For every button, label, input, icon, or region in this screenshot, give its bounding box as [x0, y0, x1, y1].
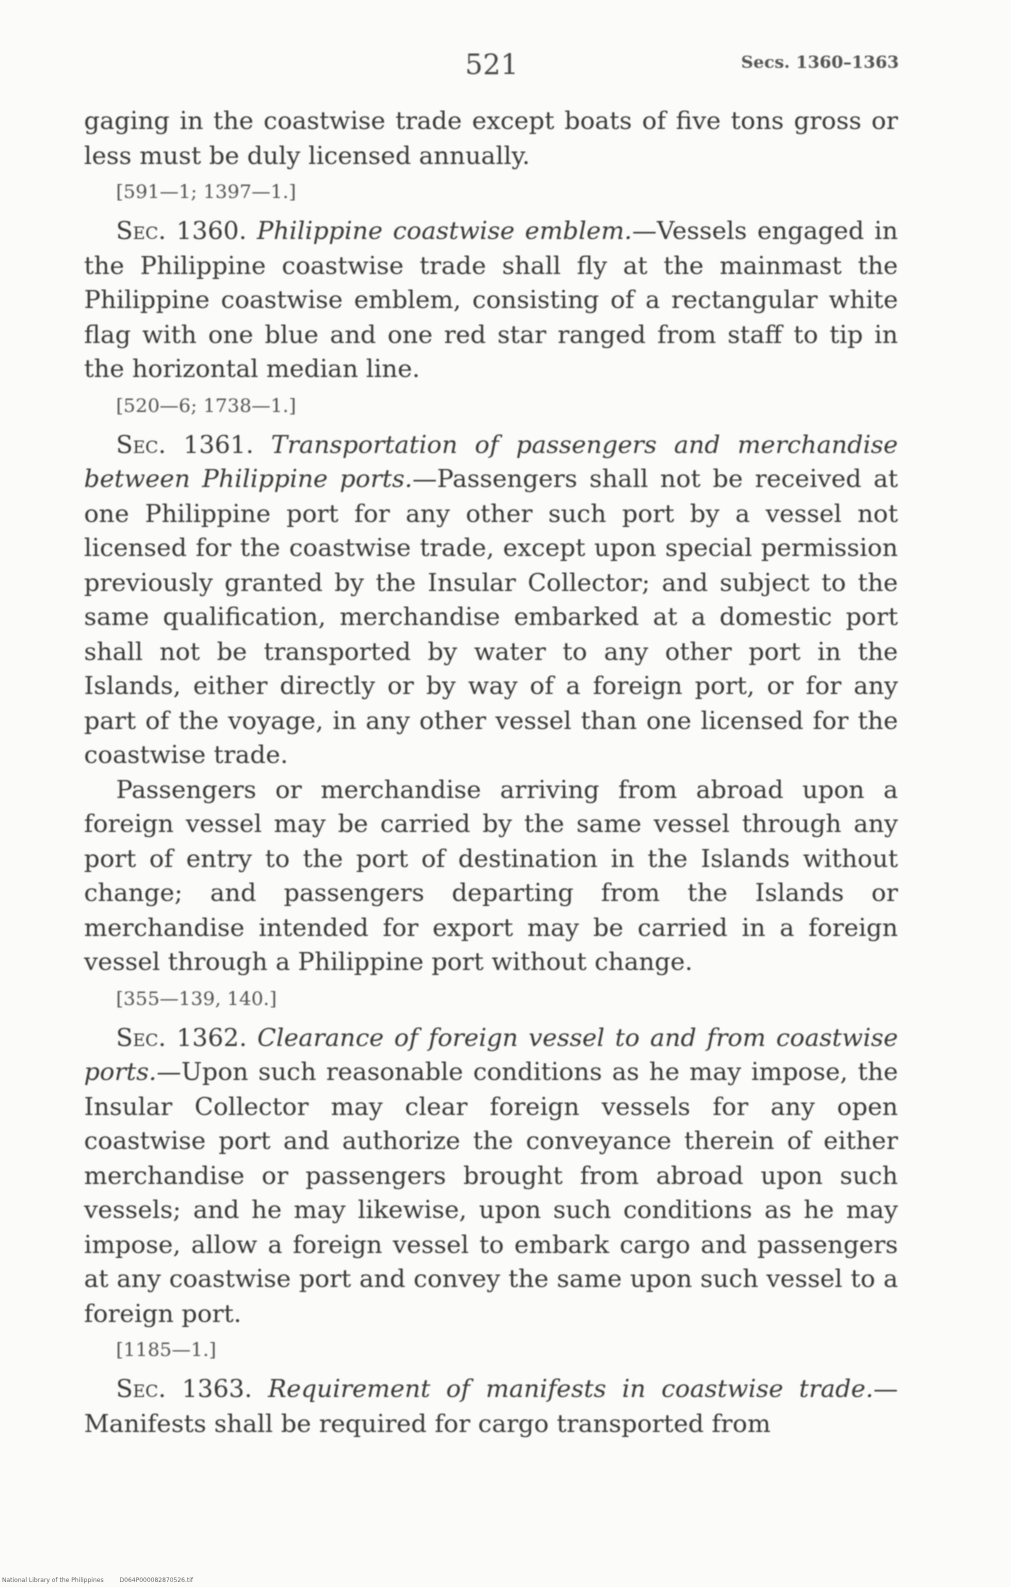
- section-title: Philippine coastwise emblem.: [256, 216, 633, 245]
- library-credit: National Library of the Philippines: [2, 1577, 104, 1584]
- section-text: —Passengers shall not be received at one Philippine port for any other such port by a vessel not licensed for the coastwise trade, except upon special permission previously granted by the Insular Collector; and subject to the same qualification, merchandise embarked at a domestic port shall not be transported by water to any other port in the Islands, either directly or by way of a foreign port, or for any part of the voyage, in any other vessel than one licensed for the coastwise trade.: [84, 464, 898, 769]
- citation: [1185—1.]: [116, 1339, 217, 1361]
- section-1361-paragraph-2: Passengers or merchandise arriving from abroad upon a foreign vessel may be carried by the same vessel through any port of entry to the port of destination in the Islands without change; and passengers departing from the Islands or merchandise intended for export may be carried in a foreign vessel through a Philippine port without change.: [84, 774, 898, 976]
- citation: [591—1; 1397—1.]: [116, 181, 297, 203]
- section-title: Transportation of passengers and merchandise between Philippine ports.: [84, 429, 898, 493]
- section-text: —Manifests shall be required for cargo transported from: [84, 1374, 898, 1438]
- section-label: Sec. 1360.: [116, 216, 247, 245]
- page-body: [84, 104, 898, 1441]
- section-1360: [84, 214, 898, 387]
- page-header: [0, 44, 1011, 84]
- continuation-paragraph: gaging in the coastwise trade except boats of five tons gross or less must be duly licensed annually.: [84, 106, 898, 170]
- section-1363: [84, 1372, 898, 1441]
- section-label: Sec. 1362.: [116, 1022, 247, 1052]
- section-text: —Vessels engaged in the Philippine coastwise trade shall fly at the mainmast the Philippine coastwise emblem, consisting of a rectangular white flag with one blue and one red star ranged from staff to tip in the horizontal median line.: [84, 216, 898, 383]
- section-label: Sec. 1363.: [116, 1374, 253, 1403]
- section-text: —Upon such reasonable conditions as he may impose, the Insular Collector may clear foreign vessels for any open coastwise port and authorize the conveyance therein of either merchandise or passengers brought from abroad upon such vessels; and he may likewise, upon such conditions as he may impose, allow a foreign vessel to embark cargo and passengers at any coastwise port and convey the same upon such vessel to a foreign port.: [84, 1057, 898, 1328]
- section-title: Clearance of foreign vessel to and from coastwise ports.: [84, 1022, 898, 1086]
- section-title: Requirement of manifests in coastwise trade.: [267, 1374, 874, 1403]
- section-range: Secs. 1360–1363: [741, 53, 899, 73]
- section-1361: [84, 428, 898, 773]
- section-1362: [84, 1021, 898, 1332]
- page-number: 521: [465, 48, 519, 81]
- scan-footer: [2, 1577, 207, 1584]
- citation: [520—6; 1738—1.]: [116, 394, 297, 417]
- section-label: Sec. 1361.: [116, 429, 254, 459]
- image-code: D064P000082870526.tif: [119, 1577, 194, 1584]
- citation: [355—139, 140.]: [116, 987, 277, 1010]
